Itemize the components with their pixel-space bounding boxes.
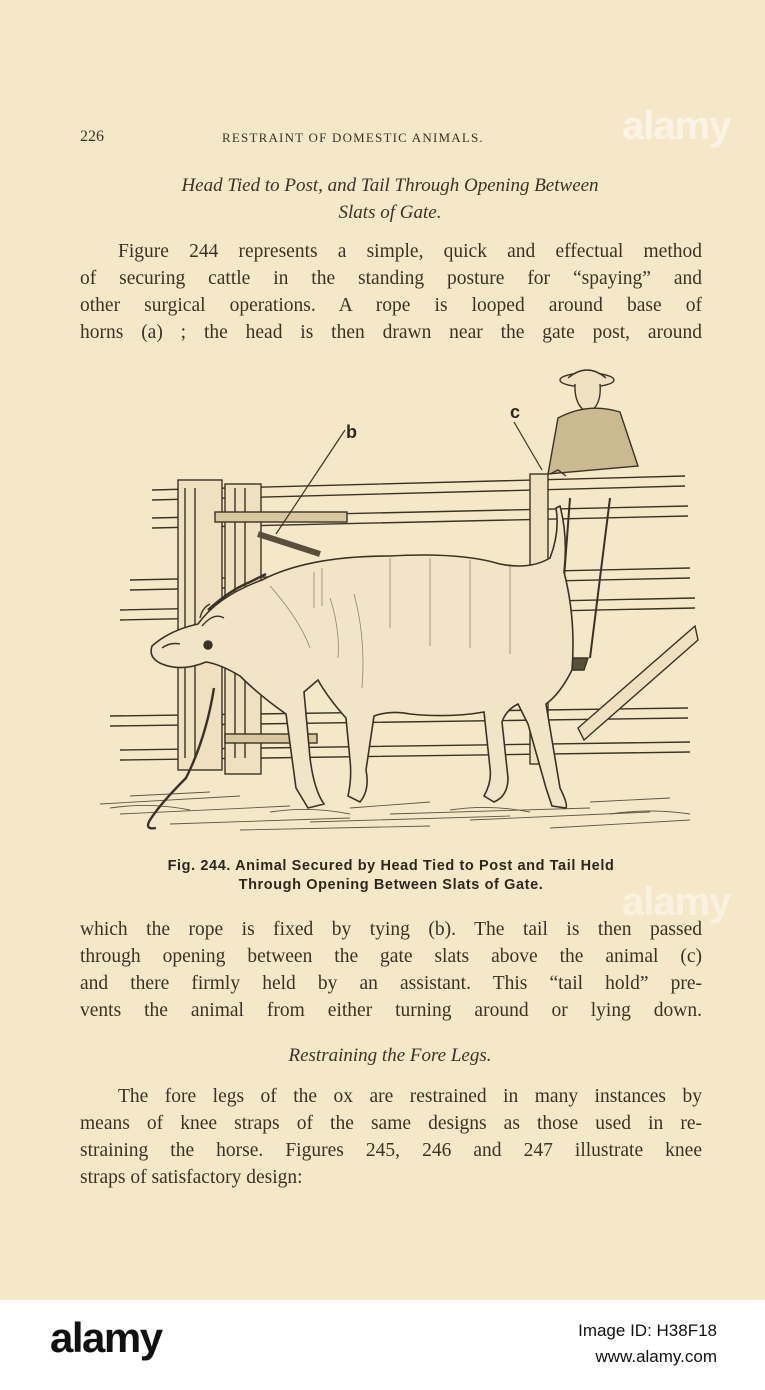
ground-straw [100,792,690,830]
text-line: means of knee straps of the same designs as those used in re- [80,1113,702,1134]
footer-image-id: Image ID: H38F18 [578,1321,717,1340]
figure-label-c: c [510,402,521,422]
figure-caption-line-2: Through Opening Between Slats of Gate. [238,877,544,893]
stock-footer-bar [0,1300,765,1390]
paragraph-continuation [80,916,702,1024]
paragraph-fore-legs [80,1083,702,1191]
text-line: vents the animal from either turning around or lying down. [80,1000,702,1021]
text-line: Figure 244 represents a simple, quick and effectual method [118,241,702,262]
footer-image-info [578,1318,717,1370]
watermark-logo: alamy [622,104,731,148]
figure-244-illustration [90,358,710,848]
text-line: of securing cattle in the standing posture for “spaying” and [80,268,702,289]
page-number: 226 [80,128,104,145]
text-line: other surgical operations. A rope is looped around base of [80,295,702,316]
text-line: which the rope is fixed by tying (b). The tail is then passed [80,919,702,940]
text-line: The fore legs of the ox are restrained in many instances by [118,1086,702,1107]
running-title: RESTRAINT OF DOMESTIC ANIMALS. [222,130,484,145]
section-title-fore-legs: Restraining the Fore Legs. [288,1045,492,1066]
paragraph-intro [80,238,702,346]
footer-site: www.alamy.com [595,1347,717,1366]
text-line: horns (a) ; the head is then drawn near the gate post, around [80,322,702,343]
text-line: and there firmly held by an assistant. This “tail hold” pre- [80,973,702,994]
figure-label-b: b [346,422,357,442]
section-title [90,172,690,226]
section-title-line-1: Head Tied to Post, and Tail Through Opening Between [181,175,599,196]
section-title-line-2: Slats of Gate. [338,202,442,223]
watermark-logo: alamy [622,880,731,924]
text-line: through opening between the gate slats above the animal (c) [80,946,702,967]
running-head [80,128,705,152]
text-line: straps of satisfactory design: [80,1167,303,1188]
figure-caption-line-1: Fig. 244. Animal Secured by Head Tied to Post and Tail Held [167,858,615,874]
figure-caption [80,857,702,895]
text-line: straining the horse. Figures 245, 246 and 247 illustrate knee [80,1140,702,1161]
footer-logo: alamy [50,1314,162,1361]
engraving-ox-at-gate [90,358,710,848]
